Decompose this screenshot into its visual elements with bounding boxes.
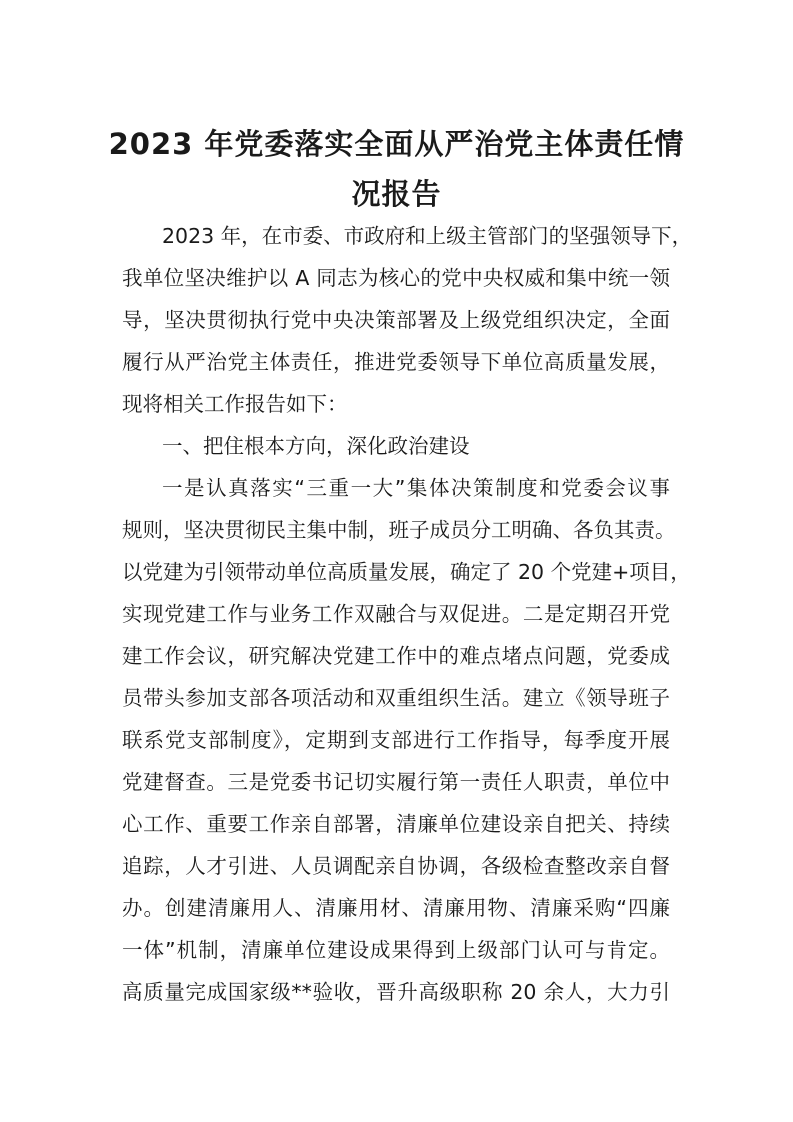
- paragraph-line: 导，坚决贯彻执行党中央决策部署及上级党组织决定，全面: [122, 308, 670, 332]
- document-title-line-1: 2023 年党委落实全面从严治党主体责任情: [108, 127, 685, 161]
- paragraph-line: 一是认真落实“三重一大”集体决策制度和党委会议事: [162, 476, 670, 500]
- paragraph-line: 心工作、重要工作亲自部署，清廉单位建设亲自把关、持续: [122, 812, 670, 836]
- paragraph-line: 2023 年，在市委、市政府和上级主管部门的坚强领导下，: [162, 224, 693, 248]
- paragraph-line: 员带头参加支部各项活动和双重组织生活。建立《领导班子: [122, 686, 670, 710]
- paragraph-line: 高质量完成国家级**验收，晋升高级职称 20 余人，大力引: [122, 980, 670, 1004]
- paragraph-line: 一体”机制，清廉单位建设成果得到上级部门认可与肯定。: [122, 938, 670, 962]
- document-title-line-2: 况报告: [351, 177, 442, 211]
- section-heading: 一、把住根本方向，深化政治建设: [162, 434, 470, 458]
- paragraph-line: 履行从严治党主体责任，推进党委领导下单位高质量发展，: [122, 350, 670, 374]
- paragraph-line: 实现党建工作与业务工作双融合与双促进。二是定期召开党: [122, 602, 670, 626]
- paragraph-line: 追踪，人才引进、人员调配亲自协调，各级检查整改亲自督: [122, 854, 670, 878]
- paragraph-line: 我单位坚决维护以 A 同志为核心的党中央权威和集中统一领: [122, 266, 670, 290]
- paragraph-line: 规则，坚决贯彻民主集中制，班子成员分工明确、各负其责。: [122, 518, 676, 542]
- paragraph-line: 现将相关工作报告如下：: [122, 392, 348, 416]
- paragraph-line: 建工作会议，研究解决党建工作中的难点堵点问题，党委成: [122, 644, 670, 668]
- paragraph-line: 联系党支部制度》，定期到支部进行工作指导，每季度开展: [122, 728, 670, 752]
- paragraph-line: 办。创建清廉用人、清廉用材、清廉用物、清廉采购“四廉: [122, 896, 670, 920]
- paragraph-line: 以党建为引领带动单位高质量发展，确定了 20 个党建+项目，: [122, 560, 691, 584]
- paragraph-line: 党建督查。三是党委书记切实履行第一责任人职责，单位中: [122, 770, 670, 794]
